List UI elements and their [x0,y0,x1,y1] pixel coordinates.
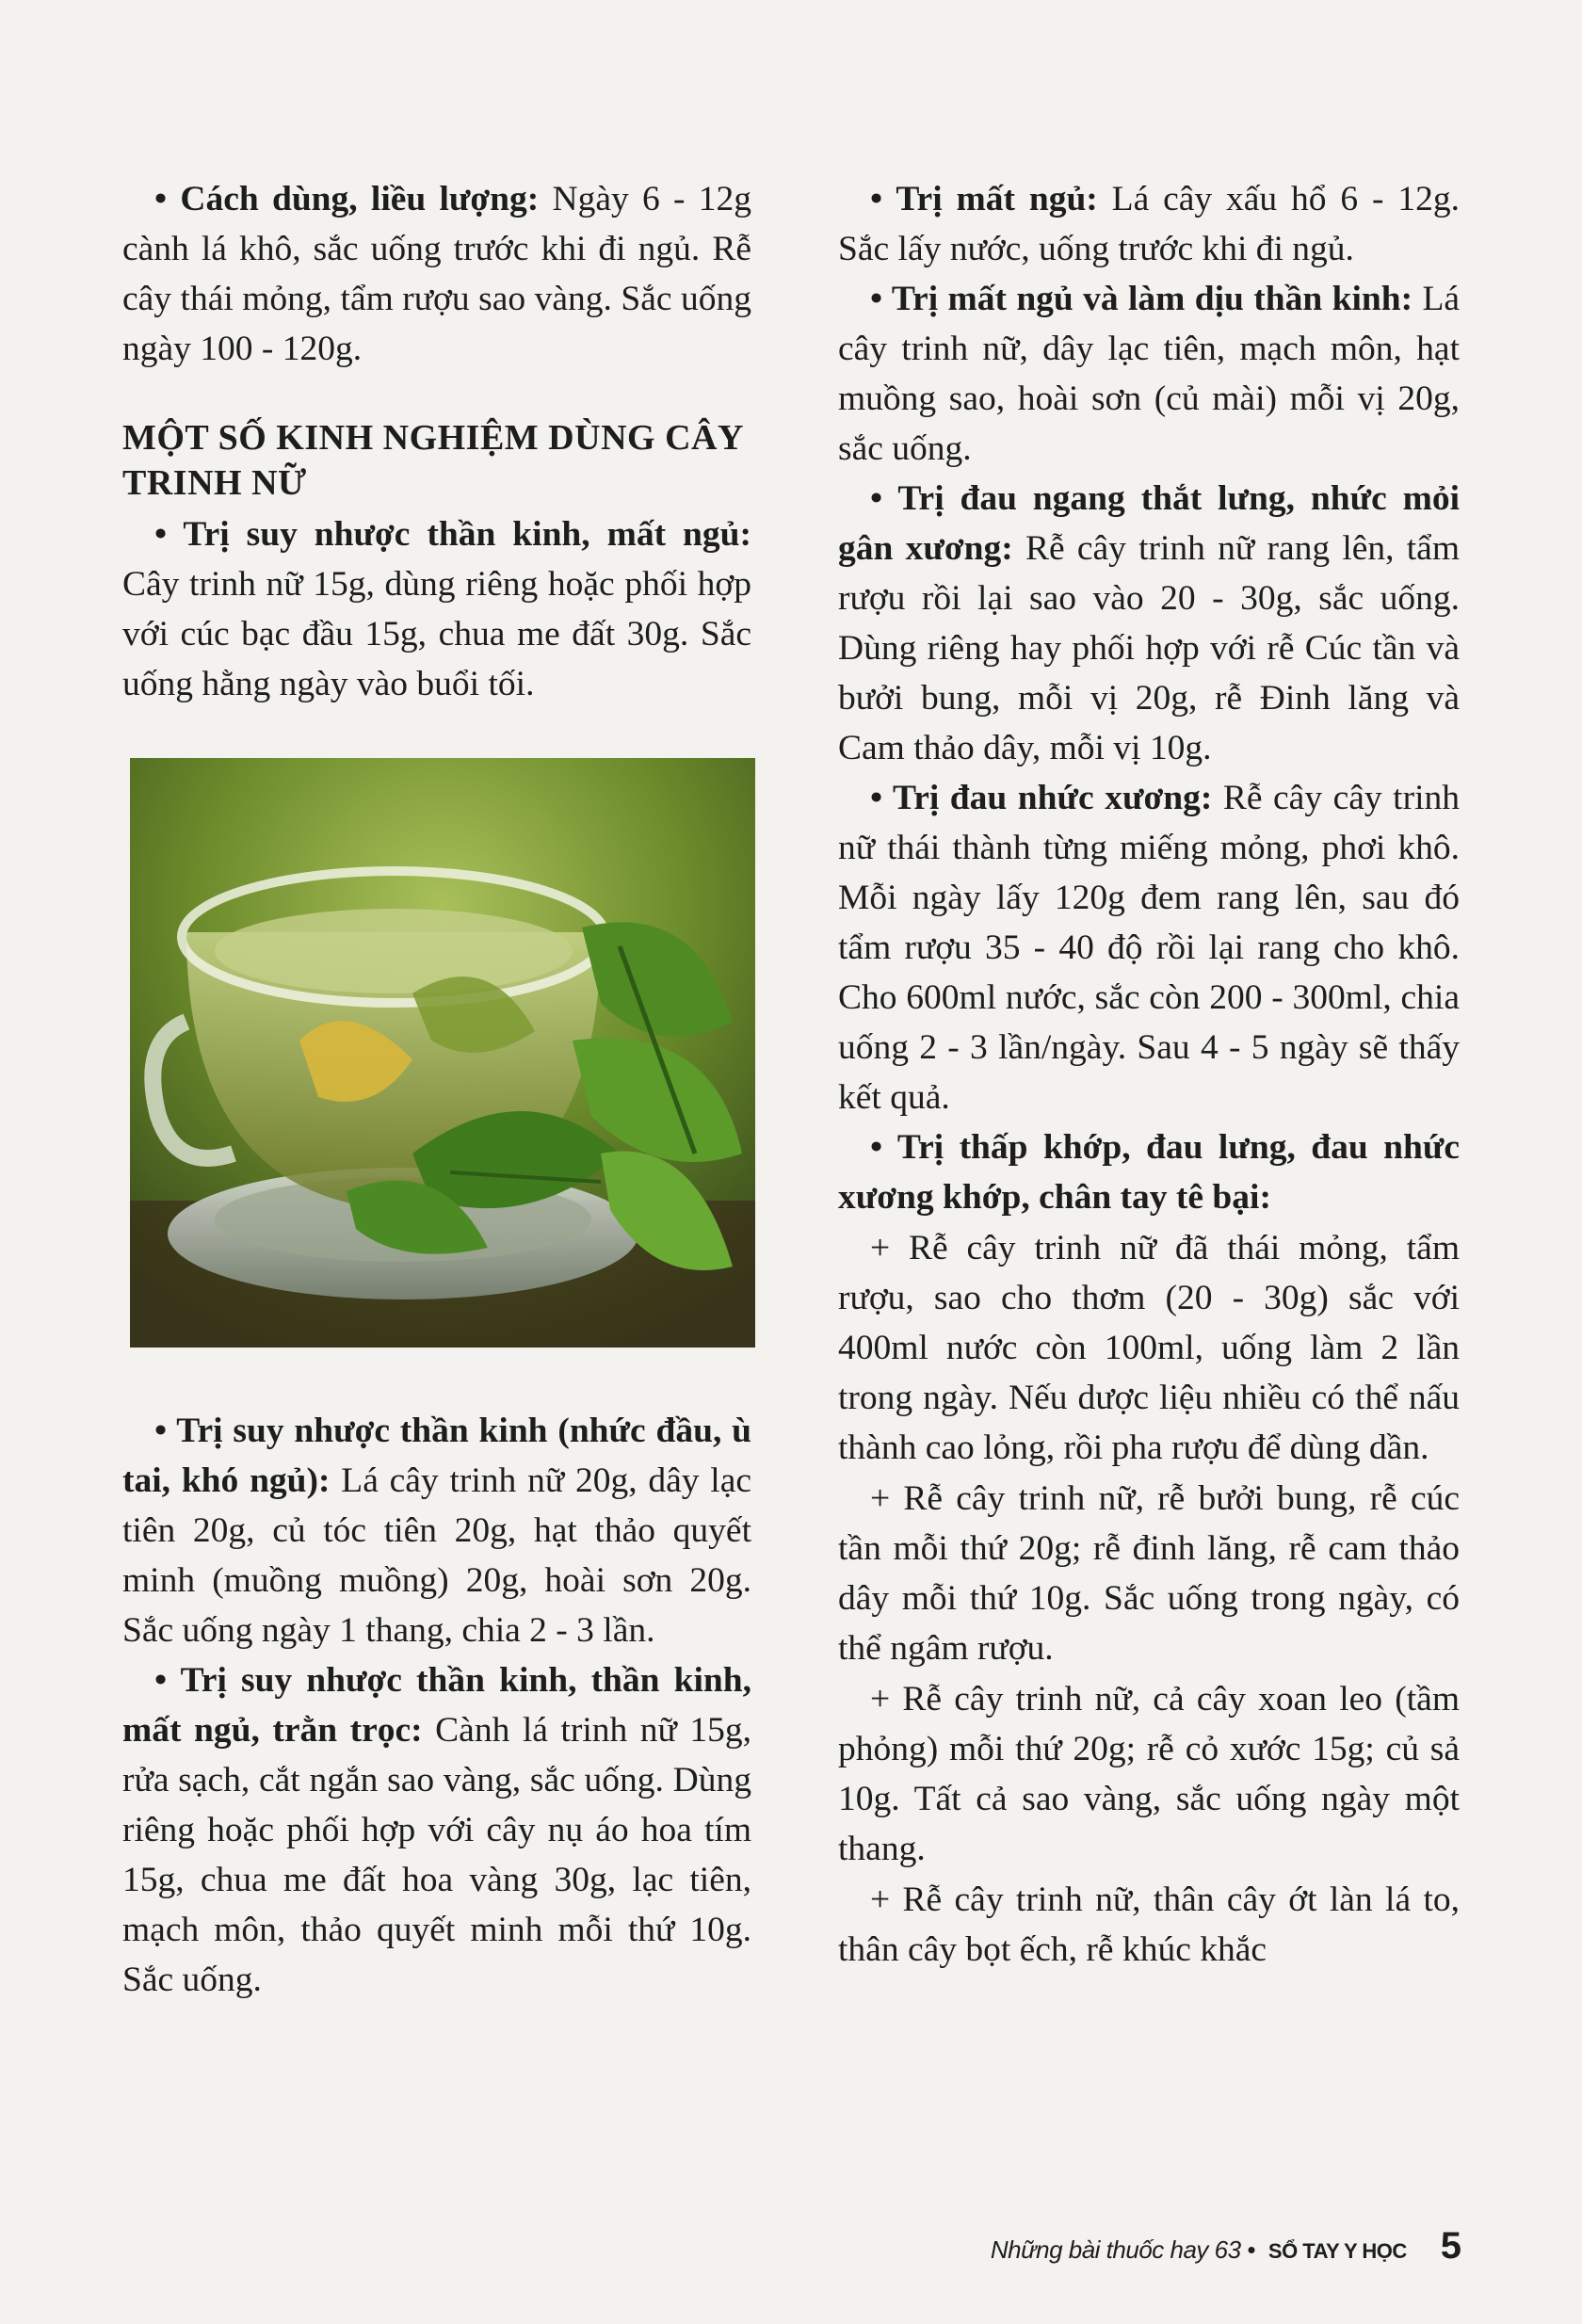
remedy-label: • Trị suy nhược thần kinh (nhức đầu, ù tai, khó ngủ): [122,1412,751,1500]
remedy-paragraph [838,474,1460,773]
remedy-paragraph [838,1122,1460,1222]
right-column [838,174,1460,1975]
herbal-tea-photo [130,758,755,1348]
usage-dosage-label: • Cách dùng, liều lượng: [154,180,540,218]
remedy-text: Lá cây trinh nữ 20g, dây lạc tiên 20g, củ tóc tiên 20g, hạt thảo quyết minh (muồng muồng) 20g, hoài sơn 20g. Sắc uống ngày 1 thang, chia 2 - 3 lần. [122,1461,751,1650]
recipe-item: + Rễ cây trinh nữ, cả cây xoan leo (tầm phỏng) mỗi thứ 20g; rễ cỏ xước 15g; củ sả 10g. Tất cả sao vàng, sắc uống ngày một thang. [838,1680,1460,1868]
remedy-text: Rễ cây trinh nữ rang lên, tẩm rượu rồi lại sao vào 20 - 30g, sắc uống. Dùng riêng hay phối hợp với rễ Cúc tần và bưởi bung, mỗi vị 20g, rễ Đinh lăng và Cam thảo dây, mỗi vị 10g. [838,529,1460,767]
usage-dosage-text: Ngày 6 - 12g cành lá khô, sắc uống trước khi đi ngủ. Rễ cây thái mỏng, tẩm rượu sao vàng. Sắc uống ngày 100 - 120g. [122,180,751,368]
remedy-label: • Trị đau nhức xương: [870,779,1213,817]
left-column [122,174,751,2005]
remedy-label: • Trị đau ngang thắt lưng, nhức mỏi gân xương: [838,479,1460,568]
page-footer [991,2225,1461,2268]
remedy-text: Rễ cây cây trinh nữ thái thành từng miếng mỏng, phơi khô. Mỗi ngày lấy 120g đem rang lên, sau đó tẩm rượu 35 - 40 độ rồi lại rang cho khô. Cho 600ml nước, sắc còn 200 - 300ml, chia uống 2 - 3 lần/ngày. Sau 4 - 5 ngày sẽ thấy kết quả. [838,779,1460,1117]
tea-cup-image [130,758,755,1348]
remedy-label: • Trị thấp khớp, đau lưng, đau nhức xương khớp, chân tay tê bại: [838,1128,1460,1217]
remedy-text: Lá cây trinh nữ, dây lạc tiên, mạch môn, hạt muồng sao, hoài sơn (củ mài) mỗi vị 20g, sắc uống. [838,280,1460,468]
remedy-paragraph [838,274,1460,474]
remedy-text: Lá cây xấu hổ 6 - 12g. Sắc lấy nước, uống trước khi đi ngủ. [838,180,1460,268]
remedy-text: Cây trinh nữ 15g, dùng riêng hoặc phối hợp với cúc bạc đầu 15g, chua me đất 30g. Sắc uống hằng ngày vào buổi tối. [122,565,751,703]
remedy-text: Cành lá trinh nữ 15g, rửa sạch, cắt ngắn sao vàng, sắc uống. Dùng riêng hoặc phối hợp với cây nụ áo hoa tím 15g, chua me đất hoa vàng 30g, lạc tiên, mạch môn, thảo quyết minh mỗi thứ 10g. Sắc uống. [122,1711,751,1999]
remedy-paragraph [838,174,1460,274]
section-heading: MỘT SỐ KINH NGHIỆM DÙNG CÂY TRINH NỮ [122,418,743,503]
recipe-item: + Rễ cây trinh nữ đã thái mỏng, tẩm rượu, sao cho thơm (20 - 30g) sắc với 400ml nước còn 100ml, uống làm 2 lần trong ngày. Nếu dược liệu nhiều có thể nấu thành cao lỏng, rồi pha rượu để dùng dần. [838,1229,1460,1467]
remedy-label: • Trị suy nhược thần kinh, thần kinh, mất ngủ, trằn trọc: [122,1661,751,1750]
remedy-label: • Trị mất ngủ và làm dịu thần kinh: [870,280,1413,318]
remedy-paragraph [838,773,1460,1122]
usage-dosage-paragraph [122,174,751,374]
page-number: 5 [1440,2225,1461,2267]
remedy-label: • Trị suy nhược thần kinh, mất ngủ: [154,515,751,554]
recipe-item: + Rễ cây trinh nữ, rễ bưởi bung, rễ cúc tần mỗi thứ 20g; rễ đinh lăng, rễ cam thảo dây mỗi thứ 10g. Sắc uống trong ngày, có thể ngâm rượu. [838,1479,1460,1668]
remedy-paragraph [122,509,751,709]
recipe-item: + Rễ cây trinh nữ, thân cây ớt làn lá to, thân cây bọt ếch, rễ khúc khắc [838,1880,1460,1969]
remedy-label: • Trị mất ngủ: [870,180,1098,218]
remedy-paragraph [122,1406,751,1655]
book-series-title: Những bài thuốc hay 63 • [990,2235,1255,2264]
book-brand: SỔ TAY Y HỌC [1267,2239,1407,2263]
remedy-paragraph [122,1655,751,2005]
